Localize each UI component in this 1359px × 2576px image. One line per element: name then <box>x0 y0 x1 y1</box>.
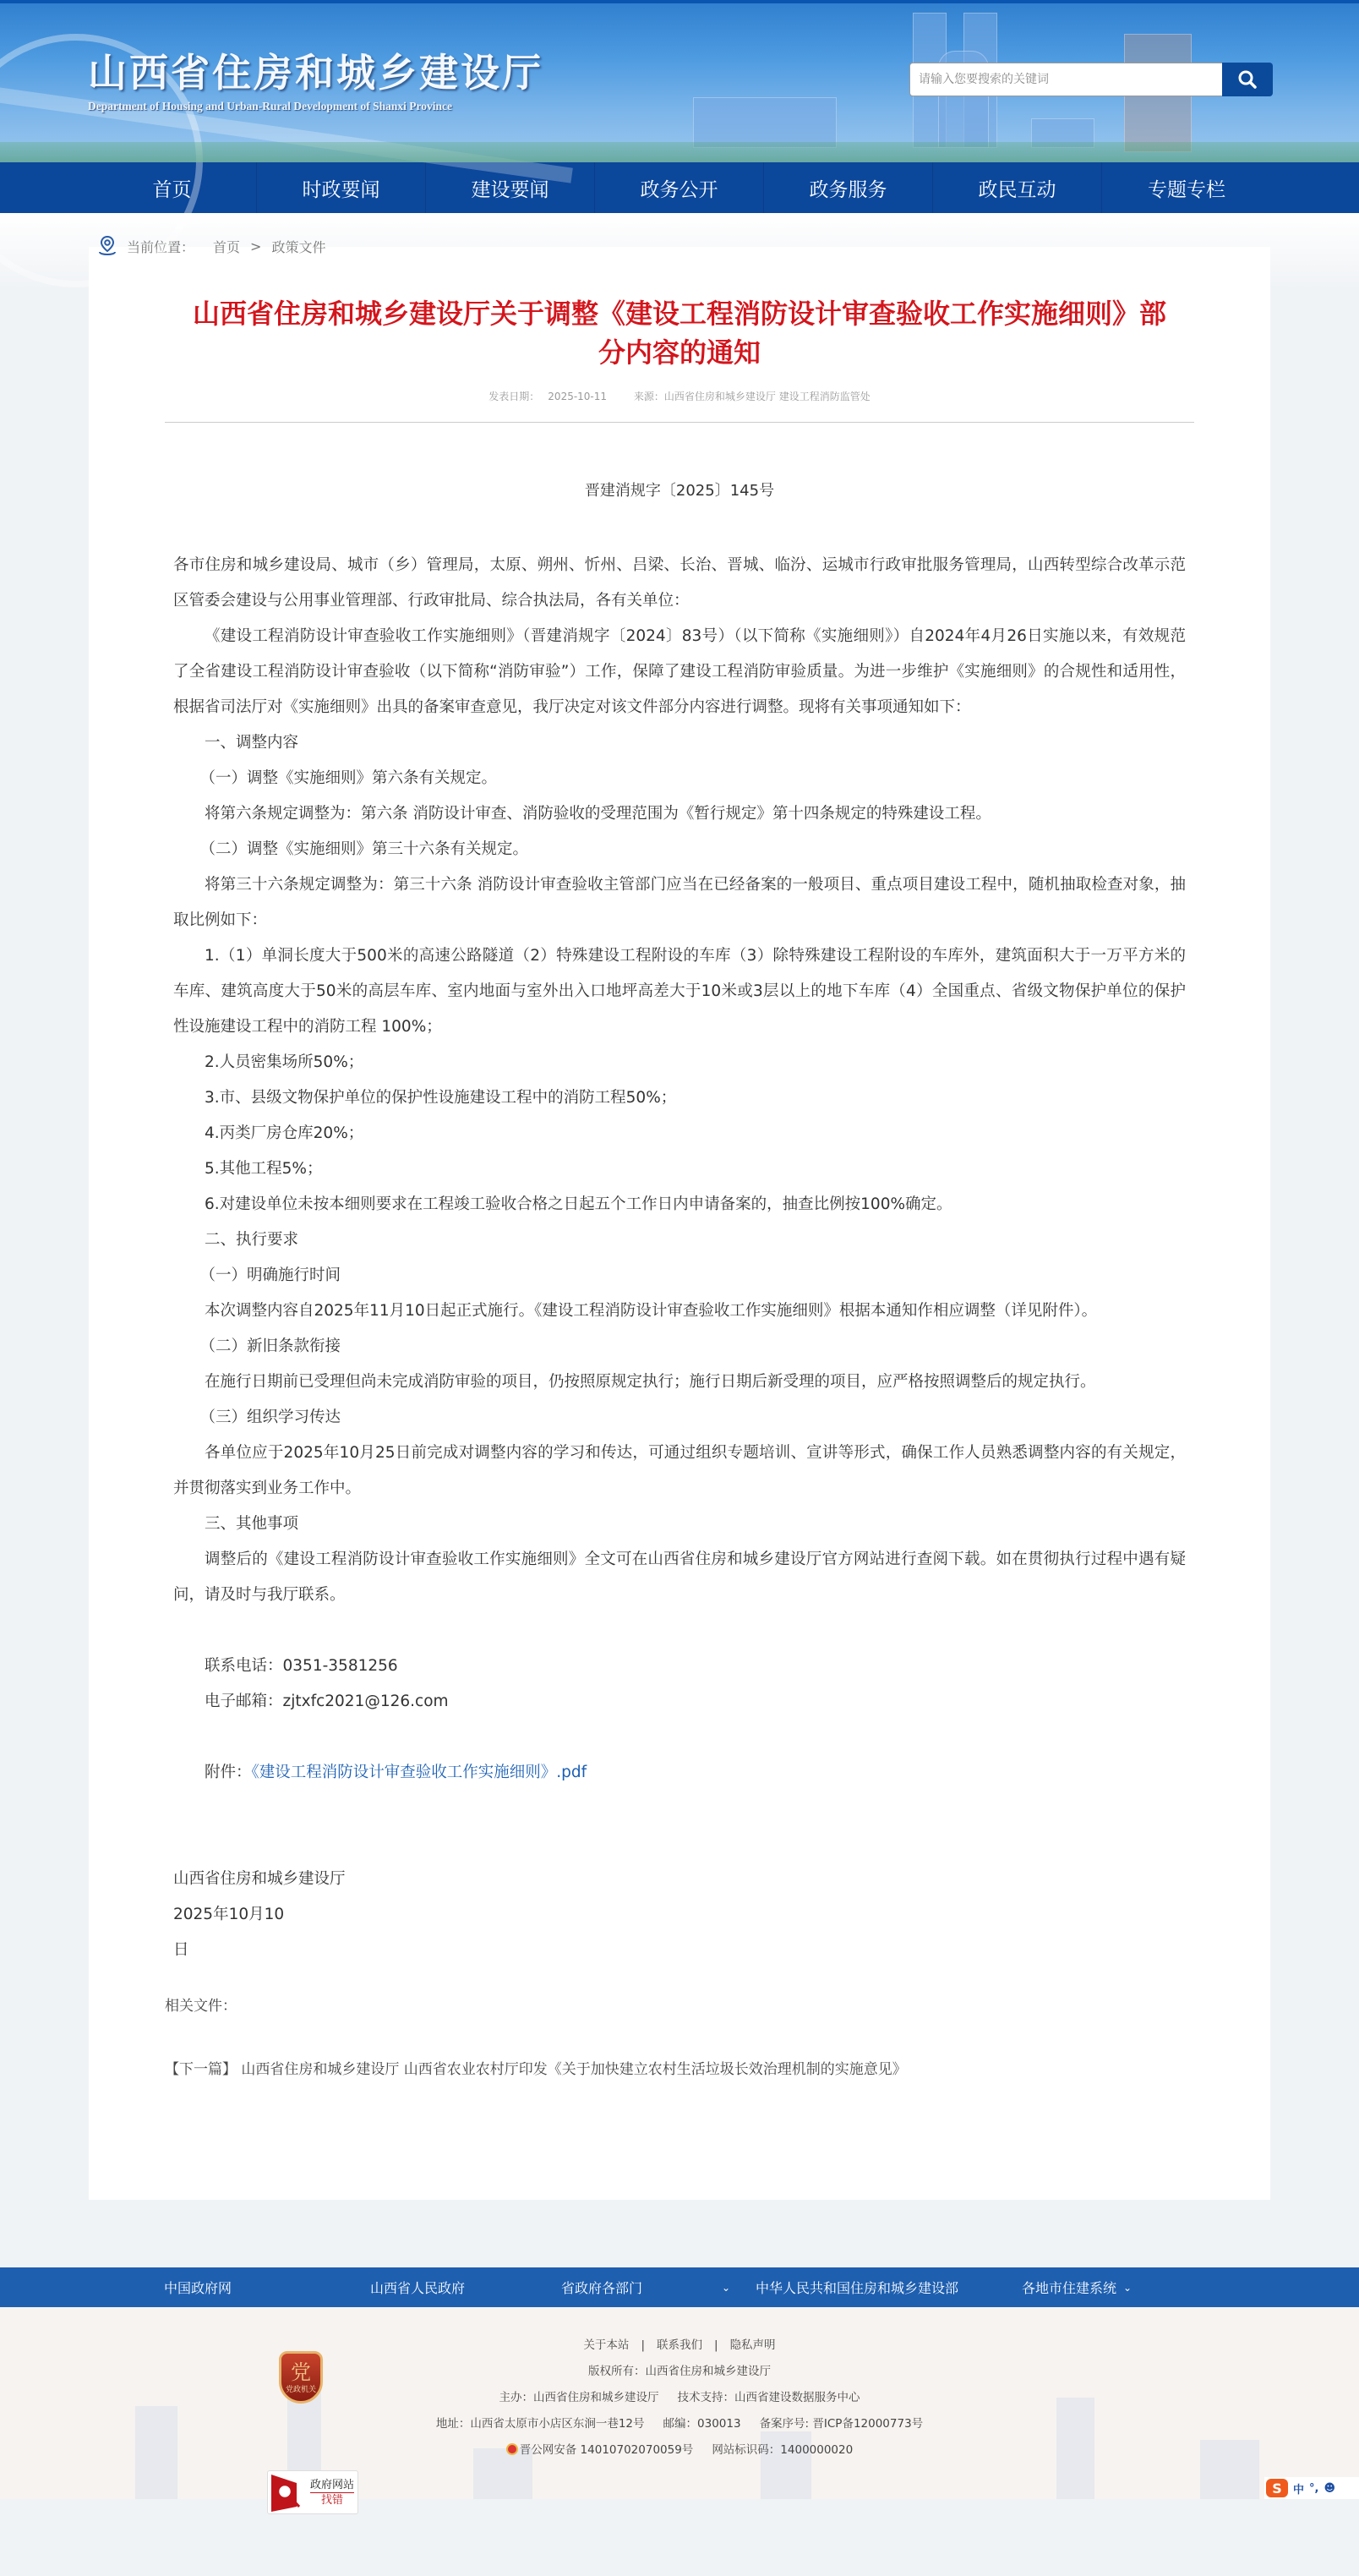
footer-link-label: 中华人民共和国住房和城乡建设部 <box>755 2280 958 2296</box>
nav-item-construction-news[interactable]: 建设要闻 <box>426 162 595 213</box>
site-footer <box>0 2307 1359 2507</box>
error-badge-text <box>310 2478 354 2508</box>
ratio-item: 2.人员密集场所50%； <box>205 1053 364 1071</box>
contact-email <box>173 1684 1186 1720</box>
footer-privacy-link[interactable]: 隐私声明 <box>729 2338 776 2352</box>
main-nav <box>0 162 1359 213</box>
publish-date-label: 发表日期： <box>488 391 540 402</box>
paragraph: 将第三十六条规定调整为：第三十六条 消防设计审查验收主管部门应当在已经备案的一般项目、重点项目建设工程中，随机抽取检查对象，抽取比例如下： <box>173 876 1186 929</box>
footer-postcode: 邮编：030013 <box>663 2417 741 2431</box>
footer-links-bar <box>0 2267 1359 2307</box>
subsection-heading: （二）调整《实施细则》第三十六条有关规定。 <box>199 840 528 858</box>
footer-info <box>0 2333 1359 2464</box>
search-bar <box>909 63 1273 96</box>
emoji-icon[interactable]: ☻ <box>1324 2481 1336 2495</box>
nav-item-special-topics[interactable]: 专题专栏 <box>1148 178 1225 201</box>
footer-site-code: 网站标识码：1400000020 <box>712 2443 854 2457</box>
footer-police-link[interactable]: 晋公网安备 14010702070059号 <box>519 2443 694 2457</box>
search-input[interactable] <box>909 63 1222 96</box>
footer-link-label: 省政府各部门 <box>561 2280 643 2296</box>
footer-copyright: 版权所有：山西省住房和城乡建设厅 <box>588 2365 771 2378</box>
ratio-item: 1.（1）单洞长度大于500米的高速公路隧道（2）特殊建设工程附设的车库（3）除特殊建设工程附设的车库外，建筑面积大于一万平方米的车库、建筑高度大于50米的高层车库、室内地面与室外出入口地坪高差大于10米或3层以上的地下车库（4）全国重点、省级文物保护单位的保护性设施建设工程中的消防工程 100%； <box>173 947 1186 1036</box>
footer-separator: | <box>714 2338 718 2352</box>
breadcrumb-home-link[interactable]: 首页 <box>213 238 241 255</box>
paragraph: 各单位应于2025年10月25日前完成对调整内容的学习和传达，可通过组织专题培训、宣讲等形式，确保工作人员熟悉调整内容的有关规定，并贯彻落实到业务工作中。 <box>173 1444 1186 1497</box>
subsection-heading: （一）调整《实施细则》第六条有关规定。 <box>199 769 497 787</box>
subsection-heading: （三）组织学习传达 <box>199 1408 341 1426</box>
footer-link-china-gov[interactable] <box>88 2267 308 2307</box>
chevron-down-icon: ⌄ <box>1122 2281 1132 2294</box>
paragraph: 在施行日期前已受理但尚未完成消防审验的项目，仍按照原规定执行；施行日期后新受理的项目，应严格按照调整后的规定执行。 <box>205 1373 1096 1391</box>
police-emblem-icon <box>506 2443 518 2455</box>
contact-phone-label: 联系电话： <box>205 1657 283 1675</box>
footer-link-label: 中国政府网 <box>163 2280 232 2296</box>
subsection-heading: （一）明确施行时间 <box>199 1266 341 1284</box>
search-button[interactable] <box>1222 63 1273 96</box>
article-meta <box>165 389 1194 403</box>
footer-tech-support: 技术支持：山西省建设数据服务中心 <box>677 2391 860 2404</box>
source-value: 山西省住房和城乡建设厅 建设工程消防监管处 <box>663 391 871 402</box>
error-badge-line1: 政府网站 <box>310 2478 355 2491</box>
addressee-paragraph: 各市住房和城乡建设局、城市（乡）管理局，太原、朔州、忻州、吕梁、长治、晋城、临汾、运城市行政审批服务管理局，山西转型综合改革示范区管委会建设与公用事业管理部、行政审批局、综合执法局，各有关单位： <box>173 556 1186 610</box>
footer-about-link[interactable]: 关于本站 <box>583 2338 630 2352</box>
breadcrumb-label: 当前位置： <box>127 238 195 255</box>
document-number: 晋建消规字〔2025〕145号 <box>584 482 775 500</box>
footer-police-line <box>0 2437 1359 2464</box>
footer-sponsor: 主办：山西省住房和城乡建设厅 <box>499 2391 659 2404</box>
contact-email-label: 电子邮箱： <box>205 1693 283 1710</box>
signature-date: 2025年10月10 <box>173 1906 285 1923</box>
footer-separator: | <box>641 2338 645 2352</box>
attachment-link[interactable]: 《建设工程消防设计审查验收工作实施细则》.pdf <box>251 1764 587 1781</box>
ime-mode-toggle[interactable]: 中 <box>1293 2483 1305 2497</box>
article-title: 山西省住房和城乡建设厅关于调整《建设工程消防设计审查验收工作实施细则》部分内容的通知 <box>192 298 1166 369</box>
ratio-item: 6.对建设单位未按本细则要求在工程竣工验收合格之日起五个工作日内申请备案的，抽查比例按100%确定。 <box>205 1195 952 1213</box>
site-header <box>0 0 1359 162</box>
header-trees-graphic <box>0 142 1359 162</box>
footer-dropdown-city-systems[interactable] <box>967 2267 1187 2307</box>
site-logo-title[interactable]: 山西省住房和城乡建设厅 <box>88 50 543 96</box>
footer-address: 地址：山西省太原市小店区东涧一巷12号 <box>435 2417 645 2431</box>
header-top-line <box>0 0 1359 3</box>
ime-punct-toggle[interactable]: °, <box>1309 2481 1319 2495</box>
subsection-heading: （二）新旧条款衔接 <box>199 1337 341 1355</box>
signature-org: 山西省住房和城乡建设厅 <box>173 1870 346 1888</box>
footer-contact-link[interactable]: 联系我们 <box>657 2338 702 2352</box>
contact-phone-value: 0351-3581256 <box>282 1657 398 1675</box>
party-emblem-icon: 党 <box>291 2360 311 2384</box>
attachment-label: 附件： <box>205 1764 252 1781</box>
next-post-link[interactable]: 【下一篇】 山西省住房和城乡建设厅 山西省农业农村厅印发《关于加快建立农村生活垃圾长效治理机制的实施意见》 <box>165 2061 907 2078</box>
nav-item-home[interactable]: 首页 <box>88 162 257 213</box>
footer-link-label: 山西省人民政府 <box>369 2280 465 2296</box>
section-heading: 二、执行要求 <box>205 1231 299 1249</box>
magnifier-flag-icon <box>271 2473 303 2512</box>
contact-phone <box>173 1649 1186 1684</box>
section-heading: 一、调整内容 <box>205 734 299 752</box>
footer-nav <box>0 2333 1359 2359</box>
article-body <box>165 548 1194 1968</box>
header-building-graphic <box>693 97 837 148</box>
contact-email-value: zjtxfc2021@126.com <box>282 1693 449 1710</box>
footer-link-label: 各地市住建系统 <box>1021 2280 1116 2296</box>
error-badge-line2: 找错 <box>310 2492 354 2508</box>
related-files-label: 相关文件： <box>165 1998 237 2015</box>
chevron-down-icon: ⌄ <box>721 2281 730 2294</box>
paragraph: 调整后的《建设工程消防设计审查验收工作实施细则》全文可在山西省住房和城乡建设厅官方网站进行查阅下载。如在贯彻执行过程中遇有疑问，请及时与我厅联系。 <box>173 1551 1186 1604</box>
attachment <box>173 1755 1186 1791</box>
title-divider <box>165 422 1194 423</box>
search-icon <box>1237 69 1258 90</box>
article-source <box>634 391 871 402</box>
breadcrumb-separator: > <box>250 238 262 254</box>
footer-link-mohurd[interactable] <box>747 2267 967 2307</box>
footer-dropdown-provincial-depts[interactable] <box>527 2267 747 2307</box>
paragraph: 将第六条规定调整为：第六条 消防设计审查、消防验收的受理范围为《暂行规定》第十四条规定的特殊建设工程。 <box>205 805 991 823</box>
ratio-item: 3.市、县级文物保护单位的保护性设施建设工程中的消防工程50%； <box>205 1089 677 1107</box>
publish-date <box>488 391 607 402</box>
sogou-ime-icon[interactable]: S <box>1266 2479 1288 2497</box>
ratio-item: 4.丙类厂房仓库20%； <box>205 1124 364 1142</box>
paragraph: 本次调整内容自2025年11月10日起正式施行。《建设工程消防设计审查验收工作实施细则》根据本通知作相应调整（详见附件）。 <box>205 1302 1098 1320</box>
signature-date-suffix: 日 <box>173 1941 189 1959</box>
site-logo-subtitle: Department of Housing and Urban-Rural Development of Shanxi Province <box>88 100 453 112</box>
nav-item-interaction[interactable]: 政民互动 <box>933 162 1102 213</box>
source-label: 来源： <box>633 391 664 402</box>
party-badge-label: 党政机关 <box>285 2386 316 2394</box>
footer-address-line <box>0 2411 1359 2437</box>
nav-item-gov-services[interactable]: 政务服务 <box>764 162 933 213</box>
ratio-item: 5.其他工程5%； <box>205 1160 323 1178</box>
nav-item-gov-disclosure[interactable]: 政务公开 <box>595 162 764 213</box>
ime-toolbar[interactable] <box>1264 2477 1359 2499</box>
footer-link-shanxi-gov[interactable] <box>308 2267 527 2307</box>
footer-icp-link[interactable]: 备案序号: 晋ICP备12000773号 <box>759 2417 924 2431</box>
nav-item-political-news[interactable]: 时政要闻 <box>257 162 426 213</box>
footer-sponsor-line <box>0 2385 1359 2411</box>
article-card <box>89 247 1270 2200</box>
publish-date-value: 2025-10-11 <box>548 391 608 402</box>
intro-paragraph: 《建设工程消防设计审查验收工作实施细则》（晋建消规字〔2024〕83号）（以下简称《实施细则》）自2024年4月26日实施以来，有效规范了全省建设工程消防设计审查验收（以下简称“消防审验”）工作，保障了建设工程消防审验质量。为进一步维护《实施细则》的合规性和适用性，根据省司法厅对《实施细则》出具的备案审查意见，我厅决定对该文件部分内容进行调整。现将有关事项通知如下： <box>173 627 1186 716</box>
breadcrumb-policy-link[interactable]: 政策文件 <box>271 238 326 255</box>
section-heading: 三、其他事项 <box>205 1515 299 1533</box>
gov-site-error-report-badge[interactable] <box>267 2470 358 2514</box>
